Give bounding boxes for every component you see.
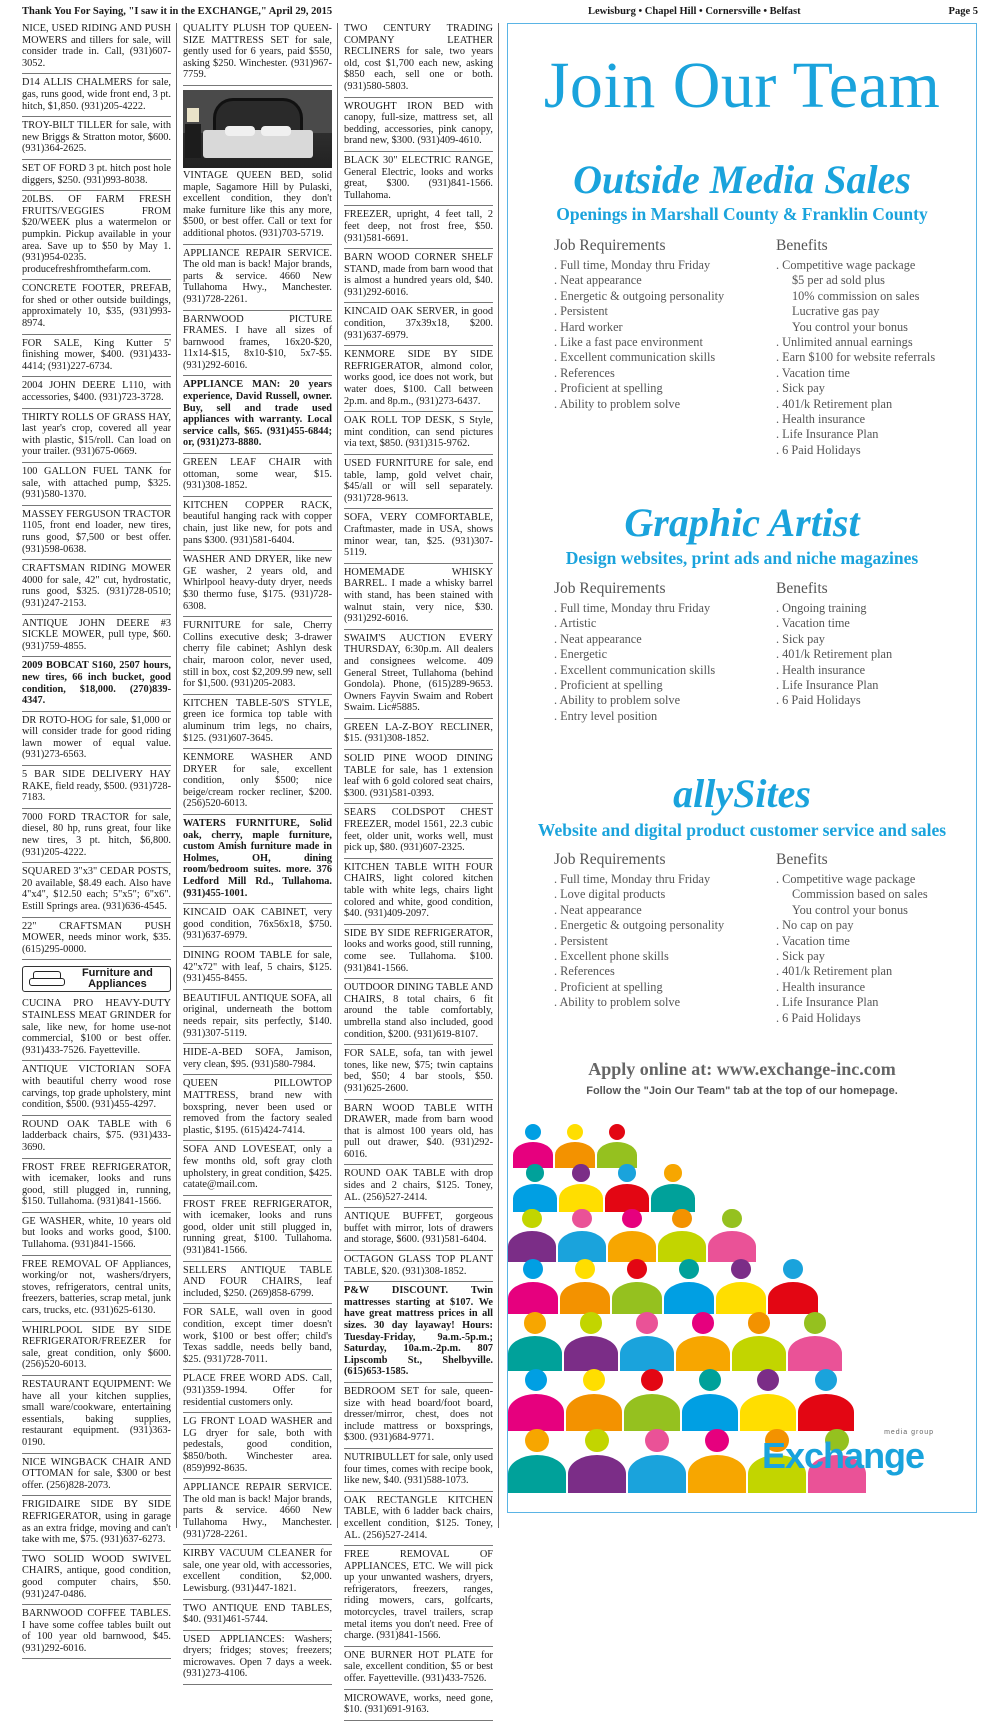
classified-ad: LG FRONT LOAD WASHER and LG dryer for sale, both with pedestals, good condition, $850/both. Winchester area. (859)992-8635. xyxy=(183,1413,332,1479)
classified-ad: ANTIQUE VICTORIAN SOFA with beautiful cherry wood rose carvings, top grade upholstery, mint condition, $500. (931)455-4297. xyxy=(22,1061,171,1115)
classified-ad: SOFA, VERY COMFORTABLE, Craftmaster, made in USA, shows minor wear, tan, $25. (931)307-5119. xyxy=(344,509,493,563)
list-item: . Ongoing training xyxy=(776,601,867,615)
classified-ad: TWO CENTURY TRADING COMPANY LEATHER RECLINERS for sale, two years old, cost $1,700 each new, asking $850 each, sell one or both. (931)580-5803. xyxy=(344,23,493,98)
classified-ad: BARN WOOD CORNER SHELF STAND, made from barn wood that is almost a hundred years old, $40. (931)292-6016. xyxy=(344,249,493,303)
bed-photo xyxy=(183,90,332,168)
classified-ad: GREEN LA-Z-BOY RECLINER, $15. (931)308-1852. xyxy=(344,719,493,750)
classified-ad: OAK ROLL TOP DESK, S Style, mint condition, can send pictures via text, $850. (931)315-9762. xyxy=(344,412,493,455)
list-item: . Excellent phone skills xyxy=(554,949,669,964)
section-title: Furniture and Appliances xyxy=(81,967,153,991)
list-item: . Energetic & outgoing personality xyxy=(554,918,725,933)
classified-ad: FROST FREE REFRIGERATOR, with icemaker, looks and runs good, older unit still plugged in, running great, $100. Tullahoma. (931)841-1566. xyxy=(183,1196,332,1262)
list-item: . Life Insurance Plan xyxy=(776,427,879,442)
person-figure xyxy=(566,1369,622,1431)
classifieds-column-1 xyxy=(22,23,171,1654)
role-subtitle: Openings in Marshall County & Franklin County xyxy=(556,204,928,224)
person-figure xyxy=(682,1369,738,1431)
person-figure xyxy=(559,1164,603,1212)
list-item: . Full time, Monday thru Friday xyxy=(554,258,711,272)
classified-ad: SEARS COLDSPOT CHEST FREEZER, model 1561, 22.3 cubic feet, older unit, works well, must pick up, $80. (931)607-2325. xyxy=(344,804,493,858)
classified-ad: DR ROTO-HOG for sale, $1,000 or will consider trade for good riding lawn mower of equal value. (931)273-6563. xyxy=(22,712,171,766)
classified-ad: KENMORE WASHER AND DRYER for sale, excellent condition, only $500; nice beige/cream rocker recliner, $200. (256)520-6013. xyxy=(183,749,332,815)
classified-ad: MICROWAVE, works, need gone, $10. (931)691-9163. xyxy=(344,1690,493,1721)
ad-headline: Join Our Team xyxy=(543,49,941,122)
person-figure xyxy=(508,1429,566,1493)
classified-ad: ONE BURNER HOT PLATE for sale, excellent condition, $5 or best offer. Fayetteville. (931)433-7526. xyxy=(344,1647,493,1690)
list-item: . Artistic xyxy=(554,616,597,631)
person-figure xyxy=(508,1312,562,1371)
requirements-list xyxy=(554,851,764,1011)
list-item: . Neat appearance xyxy=(554,631,642,646)
person-figure xyxy=(513,1164,557,1212)
classified-ad: NUTRIBULLET for sale, only used four times, comes with recipe book, like new, $40. (931)588-1073. xyxy=(344,1449,493,1492)
classified-ad: FOR SALE, wall oven in good condition, except timer doesn't work, $100 or best offer; child's Texas saddle, needs belly band, $25. (931)728-7011. xyxy=(183,1304,332,1370)
list-item: . Sick pay xyxy=(776,381,825,396)
classified-ad: 22" CRAFTSMAN PUSH MOWER, needs minor work, $35. (615)295-0000. xyxy=(22,918,171,961)
classified-ad: FROST FREE REFRIGERATOR, with icemaker, looks and runs good, still plugged in, running, $150. Tullahoma. (931)841-1566. xyxy=(22,1159,171,1213)
person-figure xyxy=(651,1164,695,1212)
sofa-icon xyxy=(27,970,59,988)
logo-wordmark: Exchange xyxy=(762,1435,925,1476)
list-heading: Benefits xyxy=(776,851,828,868)
classified-ad: OAK RECTANGLE KITCHEN TABLE, with 6 ladder back chairs, excellent condition, $125. Toney, AL. (256)527-2414. xyxy=(344,1492,493,1546)
classified-ad: HOMEMADE WHISKY BARREL. I made a whisky barrel with stand, has been stained with walnut stain, very nice, $30. (931)292-6016. xyxy=(344,564,493,630)
logo-tagline: media group xyxy=(884,1429,934,1436)
classified-ad: VINTAGE QUEEN BED, solid maple, Sagamore Hill by Pulaski, excellent condition, they don't make furniture like this any more, $500, or best offer. Call or text for additional photos. (931)703-5719. xyxy=(183,170,332,245)
classified-ad: FREEZER, upright, 4 feet tall, 2 feet deep, not frost free, $50. (931)581-6691. xyxy=(344,206,493,249)
list-heading: Benefits xyxy=(776,237,828,254)
header-towns: Lewisburg • Chapel Hill • Cornersville • Belfast xyxy=(588,6,801,17)
list-item: . Full time, Monday thru Friday xyxy=(554,872,711,886)
classifieds-column-3 xyxy=(344,23,493,1716)
classified-ad: FREE REMOVAL OF APPLIANCES, ETC. We will pick up your unwanted washers, dryers, refrigerators, freezers, ranges, riding mowers, cars, golfcarts, motorcycles, travel trailers, scrap metal items you don't need. Free of charge. (931)841-1566. xyxy=(344,1546,493,1647)
classified-ad: 2009 BOBCAT S160, 2507 hours, new tires, 66 inch bucket, good condition, $18,000. (270)839-4347. xyxy=(22,657,171,711)
classified-ad: USED FURNITURE for sale, end table, lamp, gold velvet chair, $45/all or will sell separately. (931)728-9613. xyxy=(344,455,493,509)
classified-ad: WHIRLPOOL SIDE BY SIDE REFRIGERATOR/FREEZER for sale, great condition, only $600. (256)520-6013. xyxy=(22,1322,171,1376)
list-item: . Earn $100 for website referrals xyxy=(776,350,936,365)
classified-ad: MASSEY FERGUSON TRACTOR 1105, front end loader, new tires, runs good, $7,500 or best offer. (931)598-0638. xyxy=(22,506,171,560)
classified-ad: KITCHEN TABLE WITH FOUR CHAIRS, light colored kitchen table with white legs, chairs light colored and white, good condition, $40. (931)409-2097. xyxy=(344,859,493,925)
classified-ad: BARNWOOD COFFEE TABLES. I have some coffee tables built out of 100 year old barnwood, $45. (931)292-6016. xyxy=(22,1605,171,1659)
classified-ad: ANTIQUE JOHN DEERE #3 SICKLE MOWER, pull type, $60. (931)759-4855. xyxy=(22,615,171,658)
classified-ad: BLACK 30" ELECTRIC RANGE, General Electric, looks and works great, $300. (931)841-1566. Tullahoma. xyxy=(344,152,493,206)
list-item: . Neat appearance xyxy=(554,902,642,917)
classified-ad: SQUARED 3"x3" CEDAR POSTS, 20 available, $8.49 each. Also have 4"x4", $12.50 each; 5"x5"; 6"x6". Estill Springs area. (931)636-4545. xyxy=(22,863,171,917)
classified-ad: FREE REMOVAL OF Appliances, working/or not, washers/dryers, stoves, refrigerators, central units, freezers, batteries, scrap metal, junk cars, trucks, etc. (931)625-6130. xyxy=(22,1256,171,1322)
person-figure xyxy=(564,1312,618,1371)
classified-ad: TWO ANTIQUE END TABLES, $40. (931)461-5744. xyxy=(183,1600,332,1631)
section-header-furniture xyxy=(22,966,171,992)
list-item: . Full time, Monday thru Friday xyxy=(554,601,711,615)
join-our-team-ad xyxy=(507,23,977,1513)
list-item: . Proficient at spelling xyxy=(554,979,663,994)
classified-ad: GREEN LEAF CHAIR with ottoman, some wear, $15. (931)308-1852. xyxy=(183,454,332,497)
classified-ad: 7000 FORD TRACTOR for sale, diesel, 80 hp, runs great, four like new tires, 3 pt. hitch, $6,800. (931)205-4222. xyxy=(22,809,171,863)
requirements-list xyxy=(554,580,764,724)
list-item: . Vacation time xyxy=(776,365,850,380)
list-item: . Proficient at spelling xyxy=(554,381,663,396)
person-figure xyxy=(740,1369,796,1431)
page-header xyxy=(0,0,1000,22)
classified-ad: FURNITURE for sale, Cherry Collins executive desk; 3-drawer cherry file cabinet; Ashlyn desk chair, maroon color, never used, still in box, cost $2,209.99 new, sell for $1,500. (931)205-2083. xyxy=(183,617,332,695)
classified-ad: 5 BAR SIDE DELIVERY HAY RAKE, field ready, $500. (931)728-7183. xyxy=(22,766,171,809)
list-item: . Excellent communication skills xyxy=(554,350,716,365)
classified-ad: BEAUTIFUL ANTIQUE SOFA, all original, underneath the bottom needs repair, sits perfectly, $140. (931)307-5119. xyxy=(183,990,332,1044)
classified-ad: ANTIQUE BUFFET, gorgeous buffet with mirror, lots of drawers and storage, $600. (931)581-6404. xyxy=(344,1208,493,1251)
person-figure xyxy=(628,1429,686,1493)
classified-ad: FOR SALE, sofa, tan with jewel tones, like new, $75; twin captains bed, $50; 4 bar stools, $50. (931)625-2600. xyxy=(344,1045,493,1099)
classified-ad: WASHER AND DRYER, like new GE washer, 2 years old, and Whirlpool heavy-duty dryer, needs $30 thermo fuse, $175. (931)728-6308. xyxy=(183,551,332,617)
list-item: . Persistent xyxy=(554,304,608,319)
list-item: Commission based on sales xyxy=(792,887,928,902)
classified-ad: NICE, USED RIDING AND PUSH MOWERS and tillers for sale, will consider trade in. Call, (931)607-3052. xyxy=(22,23,171,74)
list-item: . Sick pay xyxy=(776,949,825,964)
classified-ad: 2004 JOHN DEERE L110, with accessories, $400. (931)723-3728. xyxy=(22,377,171,408)
list-item: . References xyxy=(554,964,615,979)
person-figure xyxy=(798,1369,854,1431)
classified-ad: OUTDOOR DINING TABLE AND CHAIRS, 8 total chairs, 6 fit around the table comfortably, umbrella stand also included, good condition, $200. (931)619-8107. xyxy=(344,979,493,1045)
list-heading: Job Requirements xyxy=(554,851,666,868)
classified-ad: DINING ROOM TABLE for sale, 42"x72" with leaf, 5 chairs, $125. (931)455-8455. xyxy=(183,947,332,990)
list-heading: Job Requirements xyxy=(554,237,666,254)
list-item: . Love digital products xyxy=(554,887,666,902)
classified-ad: D14 ALLIS CHALMERS for sale, gas, runs good, wide front end, 3 pt. hitch, $1,850. (931)205-4222. xyxy=(22,74,171,117)
person-figure xyxy=(558,1209,606,1262)
classified-ad: CONCRETE FOOTER, PREFAB, for shed or other outside buildings, approximately 10, $35, (931)993-8974. xyxy=(22,280,171,334)
list-item: . Ability to problem solve xyxy=(554,693,681,708)
classified-ad: APPLIANCE REPAIR SERVICE. The old man is back! Major brands, parts & service. 4660 New Tullahoma Hwy., Manchester. (931)728-2261. xyxy=(183,245,332,311)
exchange-logo xyxy=(762,1427,942,1477)
page-number: Page 5 xyxy=(948,6,978,17)
classified-ad: P&W DISCOUNT. Twin mattresses starting at $107. We have great mattress prices in all sizes. 30 day layaway! Hours: Tuesday-Friday, 9a.m.-5p.m.; Saturday, 10a.m.-2p.m. 807 Lipscomb St., Shelbyville. (615)653-1585. xyxy=(344,1282,493,1383)
person-figure xyxy=(732,1312,786,1371)
classified-ad: SELLERS ANTIQUE TABLE AND FOUR CHAIRS, leaf included, $250. (269)858-6799. xyxy=(183,1262,332,1305)
classified-ad: KITCHEN TABLE-50'S STYLE, green ice formica top table with aluminum trim legs, no chairs, $125. (931)607-3645. xyxy=(183,695,332,749)
classified-ad: SET OF FORD 3 pt. hitch post hole diggers, $250. (931)993-8038. xyxy=(22,160,171,191)
classified-ad: ROUND OAK TABLE with drop sides and 2 chairs, $125. Toney, AL. (256)527-2414. xyxy=(344,1165,493,1208)
classified-ad: QUALITY PLUSH TOP QUEEN-SIZE MATTRESS SET for sale, gently used for 6 years, paid $550, asking $250. Winchester. (931)967-7759. xyxy=(183,23,332,86)
list-item: . Entry level position xyxy=(554,708,658,723)
list-item: . Health insurance xyxy=(776,979,866,994)
classified-ad: KINCAID OAK CABINET, very good condition, 76x56x18, $750. (931)637-6979. xyxy=(183,904,332,947)
person-figure xyxy=(555,1124,595,1168)
list-item: . 6 Paid Holidays xyxy=(776,1010,861,1025)
list-item: . 401/k Retirement plan xyxy=(776,964,893,979)
list-item: . 401/k Retirement plan xyxy=(776,396,893,411)
person-figure xyxy=(664,1259,714,1314)
list-item: You control your bonus xyxy=(792,902,908,917)
list-item: . Health insurance xyxy=(776,412,866,427)
classified-ad: FOR SALE, King Kutter 5' finishing mower, $400. (931)433-4414; (931)227-6734. xyxy=(22,335,171,378)
list-item: . Energetic xyxy=(554,647,608,662)
classified-ad: SOFA AND LOVESEAT, only a few months old, soft gray cloth upholstery, in great condition, $425. catate@mail.com. xyxy=(183,1141,332,1195)
list-item: . Excellent communication skills xyxy=(554,662,716,677)
list-item: . Sick pay xyxy=(776,631,825,646)
benefits-list xyxy=(776,851,986,1026)
list-item: Lucrative gas pay xyxy=(792,304,880,319)
classified-ad: HIDE-A-BED SOFA, Jamison, very clean, $95. (931)580-7984. xyxy=(183,1044,332,1075)
list-item: . Neat appearance xyxy=(554,273,642,288)
classified-ad: CRAFTSMAN RIDING MOWER 4000 for sale, 42" cut, hydrostatic, runs good, $325. (931)728-0510; (931)247-2153. xyxy=(22,560,171,614)
classified-ad: BARN WOOD TABLE WITH DRAWER, made from barn wood that is almost 100 years old, has pull out drawer, $40. (931)292-6016. xyxy=(344,1100,493,1166)
classified-ad: TROY-BILT TILLER for sale, with new Briggs & Stratton motor, $600. (931)364-2625. xyxy=(22,117,171,160)
person-figure xyxy=(658,1209,706,1262)
list-item: . No cap on pay xyxy=(776,918,854,933)
list-item: . Hard worker xyxy=(554,319,623,334)
person-figure xyxy=(597,1124,637,1168)
follow-instruction: Follow the "Join Our Team" tab at the top of our homepage. xyxy=(586,1085,898,1097)
role-title: allySites xyxy=(673,771,811,816)
classified-ad: KITCHEN COPPER RACK, beautiful hanging rack with copper chain, just like new, for pots and pans $300. (931)581-6404. xyxy=(183,497,332,551)
person-figure xyxy=(716,1259,766,1314)
list-heading: Job Requirements xyxy=(554,580,666,597)
classified-ad: THIRTY ROLLS OF GRASS HAY, last year's crop, covered all year with plastic, $15/roll. Can load on your trailer. (931)675-0669. xyxy=(22,409,171,463)
requirements-list xyxy=(554,237,764,412)
person-figure xyxy=(676,1312,730,1371)
list-item: . Competitive wage package xyxy=(776,872,916,886)
person-figure xyxy=(768,1259,818,1314)
person-figure xyxy=(508,1259,558,1314)
classified-ad: TWO SOLID WOOD SWIVEL CHAIRS, antique, good condition, good computer chairs, $50. (931)247-0486. xyxy=(22,1551,171,1605)
classified-ad: APPLIANCE MAN: 20 years experience, David Russell, owner. Buy, sell and trade used appliances with warranty. Local service calls, $65. (931)455-6844; or, (931)273-8880. xyxy=(183,376,332,454)
apply-online-text: Apply online at: www.exchange-inc.com xyxy=(588,1059,896,1079)
classified-ad: FRIGIDAIRE SIDE BY SIDE REFRIGERATOR, using in garage as an extra fridge, moving and can't take with me, $75. (931)637-6273. xyxy=(22,1496,171,1550)
column-divider xyxy=(498,23,499,1528)
classified-ad: 100 GALLON FUEL TANK for sale, with attached pump, $325. (931)580-1370. xyxy=(22,463,171,506)
classified-ad: RESTAURANT EQUIPMENT: We have all your kitchen supplies, small ware/cookware, entertaining essentials, baking supplies, restaurant equipment. (931)363-0190. xyxy=(22,1376,171,1454)
benefits-list xyxy=(776,237,986,458)
list-item: . Life Insurance Plan xyxy=(776,678,879,693)
classified-ad: PLACE FREE WORD ADS. Call, (931)359-1994. Offer for residential customers only. xyxy=(183,1370,332,1413)
list-item: . Persistent xyxy=(554,933,608,948)
person-figure xyxy=(624,1369,680,1431)
classified-ad: OCTAGON GLASS TOP PLANT TABLE, $20. (931)308-1852. xyxy=(344,1251,493,1282)
classified-ad: WATERS FURNITURE, Solid oak, cherry, maple furniture, custom Amish furniture made in Holmes, OH, dining room/bedroom suites. more. 376 Ledford Mill Rd., Tullahoma. (931)455-1001. xyxy=(183,815,332,904)
person-figure xyxy=(508,1369,564,1431)
list-item: . Ability to problem solve xyxy=(554,995,681,1010)
list-item: . Proficient at spelling xyxy=(554,678,663,693)
classified-ad: NICE WINGBACK CHAIR AND OTTOMAN for sale, $300 or best offer. (256)828-2073. xyxy=(22,1454,171,1497)
role-subtitle: Design websites, print ads and niche magazines xyxy=(565,548,919,568)
classified-ad: USED APPLIANCES: Washers; dryers; fridges; stoves; freezers; microwaves. Open 7 days a week. (931)273-4106. xyxy=(183,1631,332,1685)
classified-ad: APPLIANCE REPAIR SERVICE. The old man is back! Major brands, parts & service. 4660 New Tullahoma Hwy., Manchester. (931)728-2261. xyxy=(183,1479,332,1545)
list-item: . Health insurance xyxy=(776,662,866,677)
person-figure xyxy=(608,1209,656,1262)
column-divider xyxy=(176,23,177,1528)
list-item: . Vacation time xyxy=(776,616,850,631)
person-figure xyxy=(620,1312,674,1371)
classified-ad: WROUGHT IRON BED with canopy, full-size, mattress set, all bedding, accessories, pink canopy, brand new, $300. (931)409-4610. xyxy=(344,98,493,152)
classified-ad: SWAIM'S AUCTION EVERY THURSDAY, 6:30p.m. All dealers and consignees welcome. 409 General Street, Tullahoma (behind Gondola). Phone, (615)289-9653. Owners Fayvin Swaim and Robert Swaim. Lic#5885. xyxy=(344,630,493,719)
person-figure xyxy=(605,1164,649,1212)
person-figure xyxy=(788,1312,842,1371)
person-figure xyxy=(568,1429,626,1493)
list-item: . Vacation time xyxy=(776,933,850,948)
list-item: . Energetic & outgoing personality xyxy=(554,288,725,303)
person-figure xyxy=(708,1209,756,1262)
role-subtitle: Website and digital product customer service and sales xyxy=(537,820,947,840)
classified-ad: BEDROOM SET for sale, queen-size with head board/foot board, dresser/mirror, chest, does not include mattress or boxsprings, $300. (931)684-9771. xyxy=(344,1383,493,1449)
classifieds-column-2 xyxy=(183,23,332,1680)
list-heading: Benefits xyxy=(776,580,828,597)
list-item: 10% commission on sales xyxy=(792,288,920,303)
list-item: $5 per ad sold plus xyxy=(792,273,885,288)
header-tagline: Thank You For Saying, "I saw it in the EXCHANGE," April 29, 2015 xyxy=(22,6,333,17)
list-item: . 6 Paid Holidays xyxy=(776,693,861,708)
benefits-list xyxy=(776,580,986,709)
classified-ad: ROUND OAK TABLE with 6 ladderback chairs, $75. (931)433-3690. xyxy=(22,1116,171,1159)
classified-ad: 20LBS. OF FARM FRESH FRUITS/VEGGIES FROM $20/WEEK plus a watermelon or pumpkin. Pickup available in your area. Save up to $50 by May 1. (931)954-0235. producefreshfromthefarm.com. xyxy=(22,191,171,280)
classified-ad: SIDE BY SIDE REFRIGERATOR, looks and works good, still running, come see. Tullahoma. $100. (931)841-1566. xyxy=(344,925,493,979)
role-title: Graphic Artist xyxy=(624,500,860,545)
classified-ad: QUEEN PILLOWTOP MATTRESS, brand new with boxspring, never been used or removed from the factory sealed plastic, $195. (615)424-7414. xyxy=(183,1075,332,1141)
role-title: Outside Media Sales xyxy=(573,157,911,202)
list-item: . 401/k Retirement plan xyxy=(776,647,893,662)
list-item: You control your bonus xyxy=(792,319,908,334)
person-figure xyxy=(688,1429,746,1493)
list-item: . Competitive wage package xyxy=(776,258,916,272)
classified-ad: GE WASHER, white, 10 years old but looks and works good, $100. Tullahoma. (931)841-1566. xyxy=(22,1213,171,1256)
person-figure xyxy=(513,1124,553,1168)
classified-ad: CUCINA PRO HEAVY-DUTY STAINLESS MEAT GRINDER for sale, like new, for home use-not commercial, $100 or best offer. (931)433-7526. Fayetteville. xyxy=(22,998,171,1061)
classified-ad: KINCAID OAK SERVER, in good condition, 37x39x18, $200. (931)637-6979. xyxy=(344,303,493,346)
list-item: . Life Insurance Plan xyxy=(776,995,879,1010)
person-figure xyxy=(612,1259,662,1314)
column-divider xyxy=(337,23,338,1528)
list-item: . References xyxy=(554,365,615,380)
list-item: . Ability to problem solve xyxy=(554,396,681,411)
person-figure xyxy=(560,1259,610,1314)
classified-ad: BARNWOOD PICTURE FRAMES. I have all sizes of barnwood frames, 16x20-$20, 11x14-$15, 8x10-$10, 5x7-$5. (931)292-6016. xyxy=(183,311,332,377)
classified-ad: KIRBY VACUUM CLEANER for sale, one year old, with accessories, excellent condition, $2,000. Lewisburg. (931)447-1821. xyxy=(183,1545,332,1599)
list-item: . Like a fast pace environment xyxy=(554,335,703,350)
list-item: . 6 Paid Holidays xyxy=(776,442,861,457)
list-item: . Unlimited annual earnings xyxy=(776,335,913,350)
classified-ad: SOLID PINE WOOD DINING TABLE for sale, has 1 extension leaf with 6 gold colored seat chairs, $300. (931)581-0393. xyxy=(344,750,493,804)
person-figure xyxy=(508,1209,556,1262)
classified-ad: KENMORE SIDE BY SIDE REFRIGERATOR, almond color, works good, ice does not work, but water does, $100. Call between 2p.m. and 8p.m., (931)273-6437. xyxy=(344,346,493,412)
